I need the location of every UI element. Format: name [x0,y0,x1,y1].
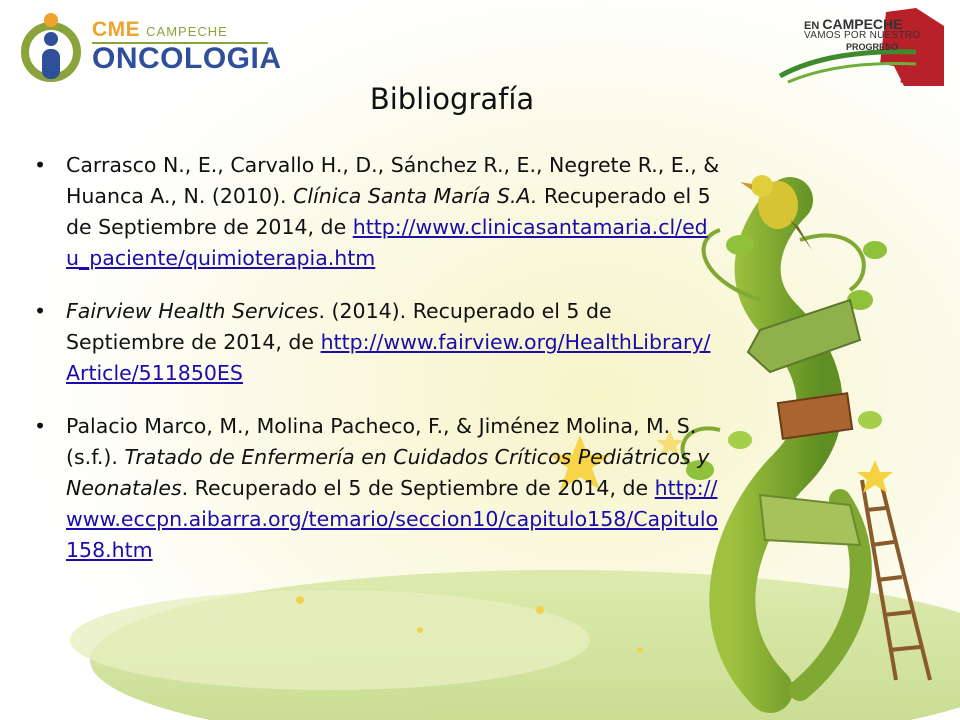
logo-en-campeche: EN CAMPECHE [804,16,903,32]
reference-retrieved: . Recuperado el 5 de Septiembre de 2014, de [181,476,655,500]
logo-campeche-text: CAMPECHE [146,24,228,39]
logo-vamos-text: VAMOS POR NUESTRO [804,30,921,41]
logo-progreso-text: PROGRESO [846,42,899,52]
bullet-icon: • [34,153,47,177]
reference-title: Tratado de Enfermería en Cuidados Críticos Pediátricos y Neonatales [66,445,710,500]
reference-item [30,411,720,566]
reference-authors: Carrasco N., E., Carvallo H., D., Sánchez R., E., Negrete R., E., & Huanca A., N. (2010). [66,153,720,208]
logo-oncologia-text: ONCOLOGIA [92,42,282,75]
reference-authors: Palacio Marco, M., Molina Pacheco, F., & Jiménez Molina, M. S. (s.f.). [66,414,697,469]
logo-cme-text: CME CAMPECHE [92,18,228,41]
bibliography-list [30,150,720,588]
reference-item [30,150,720,274]
bullet-icon: • [34,299,47,323]
reference-link[interactable]: http://www.fairview.org/HealthLibrary/Article/511850ES [66,330,711,385]
reference-title: Fairview Health Services [66,299,319,323]
cme-oncologia-logo [20,12,282,84]
reference-retrieved: . (2014). Recuperado el 5 de Septiembre de 2014, de [66,299,612,354]
reference-retrieved: Recuperado el 5 de Septiembre de 2014, de [66,184,711,239]
reference-title: Clínica Santa María S.A. [293,184,538,208]
bullet-icon: • [34,414,47,438]
reference-link[interactable]: http://www.clinicasantamaria.cl/edu_paciente/quimioterapia.htm [66,215,708,270]
reference-item [30,296,720,389]
campeche-salud-logo [776,6,948,90]
logo-salud-text: SALUD [900,72,942,86]
reference-link[interactable]: http://www.eccpn.aibarra.org/temario/seccion10/capitulo158/Capitulo158.htm [66,476,719,562]
slide-title: Bibliografía [369,82,535,116]
oncology-person-icon [20,12,82,84]
